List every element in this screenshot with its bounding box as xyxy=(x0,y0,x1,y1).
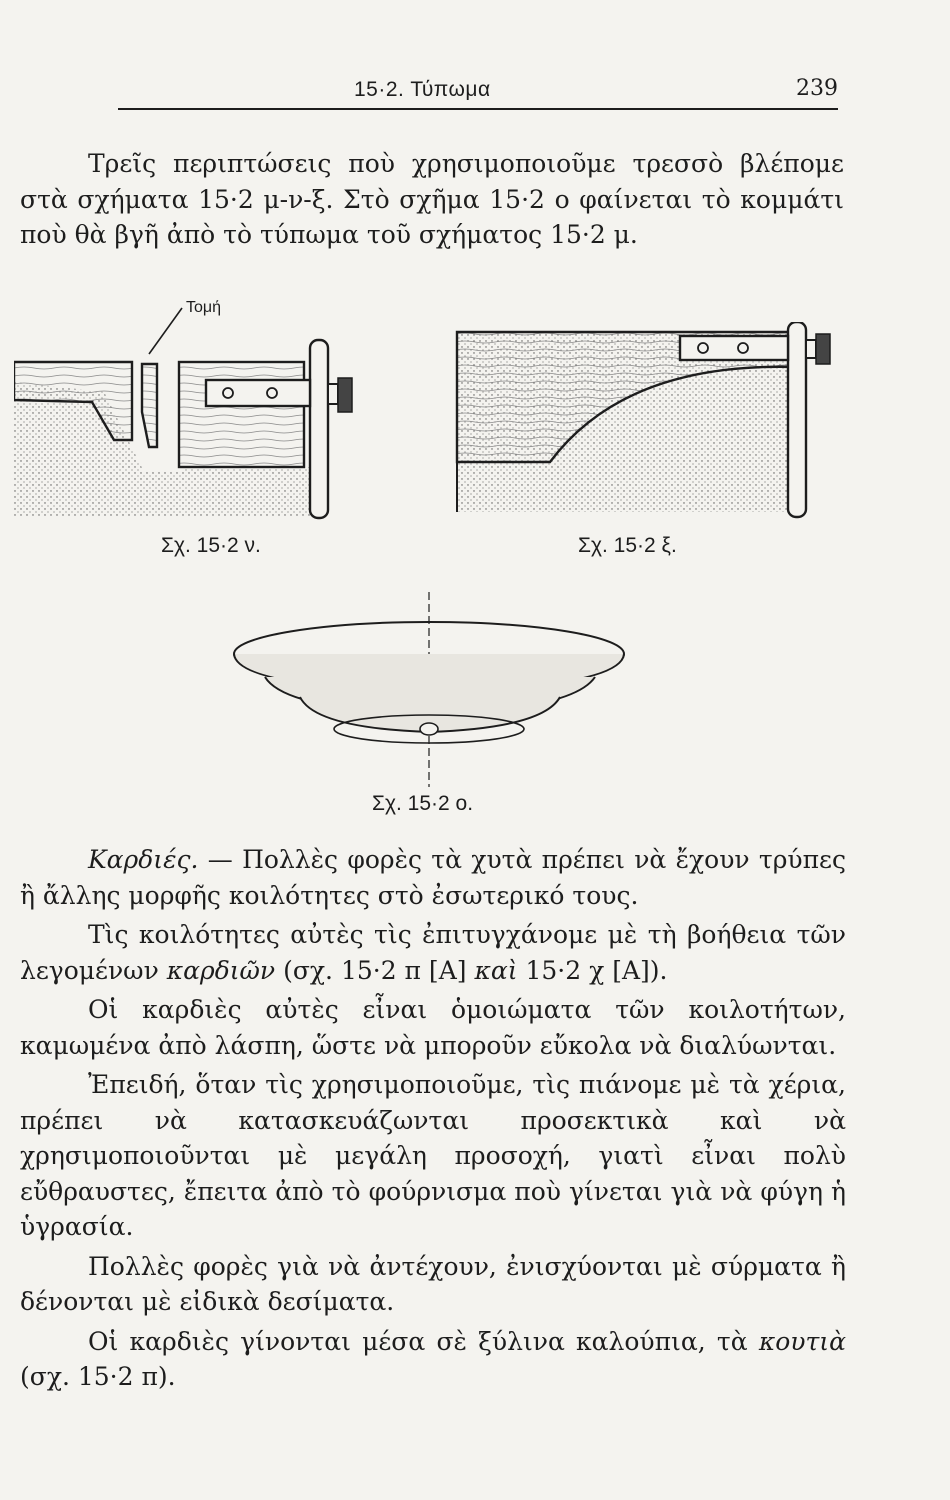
paragraph-5: Πολλὲς φορὲς γιὰ νὰ ἀντέχουν, ἐνισχύονται μὲ σύρματα ἢ δένονται μὲ εἰδικὰ δεσίματα. xyxy=(20,1251,846,1316)
running-head: 15·2. Τύπωμα xyxy=(354,78,491,101)
section-hearts xyxy=(20,842,846,1399)
figure-15-2-xi xyxy=(455,322,840,522)
figure-15-2-nu xyxy=(14,292,374,532)
section-label: Τομή xyxy=(186,299,222,316)
header-rule xyxy=(118,108,838,110)
page-number: 239 xyxy=(796,76,838,101)
paragraph-6: Οἱ καρδιὲς γίνονται μέσα σὲ ξύλινα καλούπια, τὰ κουτιὰ (σχ. 15·2 π). xyxy=(20,1326,846,1391)
paragraph-4: Ἐπειδή, ὅταν τὶς χρησιμοποιοῦμε, τὶς πιάνομε μὲ τὰ χέρια, πρέπει νὰ κατασκευάζωνται προσεκτικὰ καὶ νὰ χρησιμοποιοῦνται μὲ μεγάλη προσοχή, γιατὶ εἶναι πολὺ εὔθραυστες, ἔπειτα ἀπὸ τὸ φούρνισμα ποὺ γίνεται γιὰ νὰ φύγη ἡ ὑγρασία. xyxy=(20,1070,846,1241)
page-header xyxy=(118,74,838,104)
section-title: Καρδιές. xyxy=(88,845,199,874)
intro-text: Τρεῖς περιπτώσεις ποὺ χρησιμοποιοῦμε τρεσσὸ βλέπομε στὰ σχήματα 15·2 μ-ν-ξ. Στὸ σχῆμα 15·2 ο φαίνεται τὸ κομμάτι ποὺ θὰ βγῆ ἀπὸ τὸ τύπωμα τοῦ σχήματος 15·2 μ. xyxy=(20,149,844,249)
caption-15-2-nu: Σχ. 15·2 ν. xyxy=(161,534,261,557)
figure-15-2-omicron xyxy=(225,592,635,792)
paragraph-2: Τὶς κοιλότητες αὐτὲς τὶς ἐπιτυγχάνομε μὲ τὴ βοήθεια τῶν λεγομένων καρδιῶν (σχ. 15·2 π [A] καὶ 15·2 χ [A]). xyxy=(20,920,846,985)
paragraph-1: Καρδιές. — Πολλὲς φορὲς τὰ χυτὰ πρέπει νὰ ἔχουν τρύπες ἢ ἄλλης μορφῆς κοιλότητες στὸ ἐσωτερικό τους. xyxy=(20,845,846,910)
intro-paragraph xyxy=(20,146,844,253)
caption-15-2-omicron: Σχ. 15·2 ο. xyxy=(372,792,474,815)
paragraph-3: Οἱ καρδιὲς αὐτὲς εἶναι ὁμοιώματα τῶν κοιλοτήτων, καμωμένα ἀπὸ λάσπη, ὥστε νὰ μποροῦν εὔκολα νὰ διαλύωνται. xyxy=(20,995,846,1060)
caption-15-2-xi: Σχ. 15·2 ξ. xyxy=(578,534,677,557)
